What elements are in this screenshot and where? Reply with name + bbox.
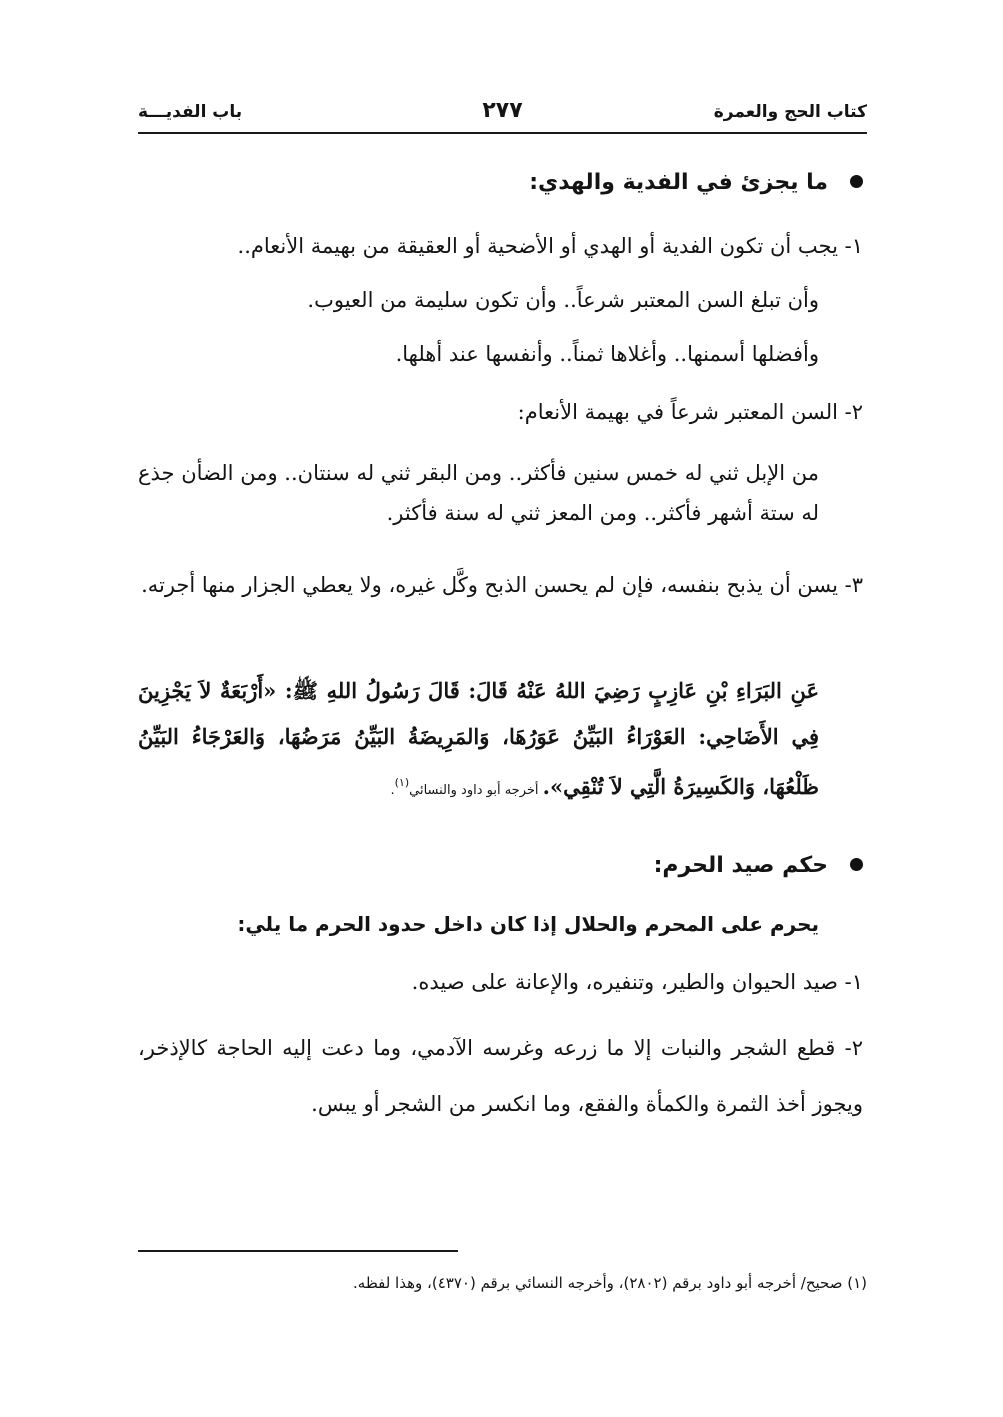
item-3-paragraph: ٣- يسن أن يذبح بنفسه، فإن لم يحسن الذبح وكَّل غيره، ولا يعطي الجزار منها أجرته. [141, 573, 863, 597]
chapter-title: باب الفديـــة [138, 102, 243, 122]
heading-text: ما يجزئ في الفدية والهدي: [529, 170, 828, 195]
footnote-divider [138, 1250, 458, 1252]
section-2-item-1: ١- صيد الحيوان والطير، وتنفيره، والإعانة على صيده. [411, 970, 863, 994]
book-title: كتاب الحج والعمرة [713, 102, 867, 122]
footnote: (١) صحيح/ أخرجه أبو داود برقم (٢٨٠٢)، وأخرجه النسائي برقم (٤٣٧٠)، وهذا لفظه. [353, 1274, 867, 1292]
hadith-paragraph [138, 668, 819, 814]
item-2-heading: ٢- السن المعتبر شرعاً في بهيمة الأنعام: [517, 400, 863, 424]
item-1-line-3: وأفضلها أسمنها.. وأغلاها ثمناً.. وأنفسها عند أهلها. [395, 342, 819, 366]
item-1-line-2: وأن تبلغ السن المعتبر شرعاً.. وأن تكون سليمة من العيوب. [307, 288, 819, 312]
hadith-text: عَنِ البَرَاءِ بْنِ عَازِبٍ رَضِيَ اللهُ عَنْهُ قَالَ: قَالَ رَسُولُ اللهِ ﷺ: «أَرْبَعَةٌ لاَ يَجْزِينَ فِي الأَضَاحِي: العَوْرَاءُ البَيِّنُ عَوَرُهَا، وَالمَرِيضَةُ البَيِّنُ مَرَضُهَا، وَالعَرْجَاءُ البَيِّنُ ظَلْعُهَا، وَالكَسِيرَةُ الَّتِي لاَ تُنْقِي». [138, 678, 819, 799]
footnote-ref: (١) [394, 776, 410, 789]
item-1-line-1: ١- يجب أن تكون الفدية أو الهدي أو الأضحية أو العقيقة من بهيمة الأنعام.. [237, 234, 863, 258]
section-2-lead: يحرم على المحرم والحلال إذا كان داخل حدود الحرم ما يلي: [237, 912, 819, 936]
item-2-paragraph: من الإبل ثني له خمس سنين فأكثر.. ومن البقر ثني له سنتان.. ومن الضأن جذع له ستة أشهر فأكثر.. ومن المعز ثني له سنة فأكثر. [138, 461, 819, 525]
section-heading-haram [138, 846, 863, 886]
hadith-end: . [390, 783, 395, 798]
header-divider [138, 132, 867, 134]
bullet-icon [850, 175, 863, 188]
heading-text: حكم صيد الحرم: [653, 853, 828, 878]
section-2-item-2: ٢- قطع الشجر والنبات إلا ما زرعه وغرسه الآدمي، وما دعت إليه الحاجة كالإذخر، ويجوز أخذ الثمرة والكمأة والفقع، وما انكسر من الشجر أو يبس. [138, 1036, 863, 1116]
bullet-icon [850, 858, 863, 871]
running-header [138, 98, 867, 132]
hadith-source: أخرجه أبو داود والنسائي [409, 783, 543, 798]
page-number: ٢٧٧ [482, 98, 523, 123]
section-heading-sacrifice [138, 163, 863, 203]
